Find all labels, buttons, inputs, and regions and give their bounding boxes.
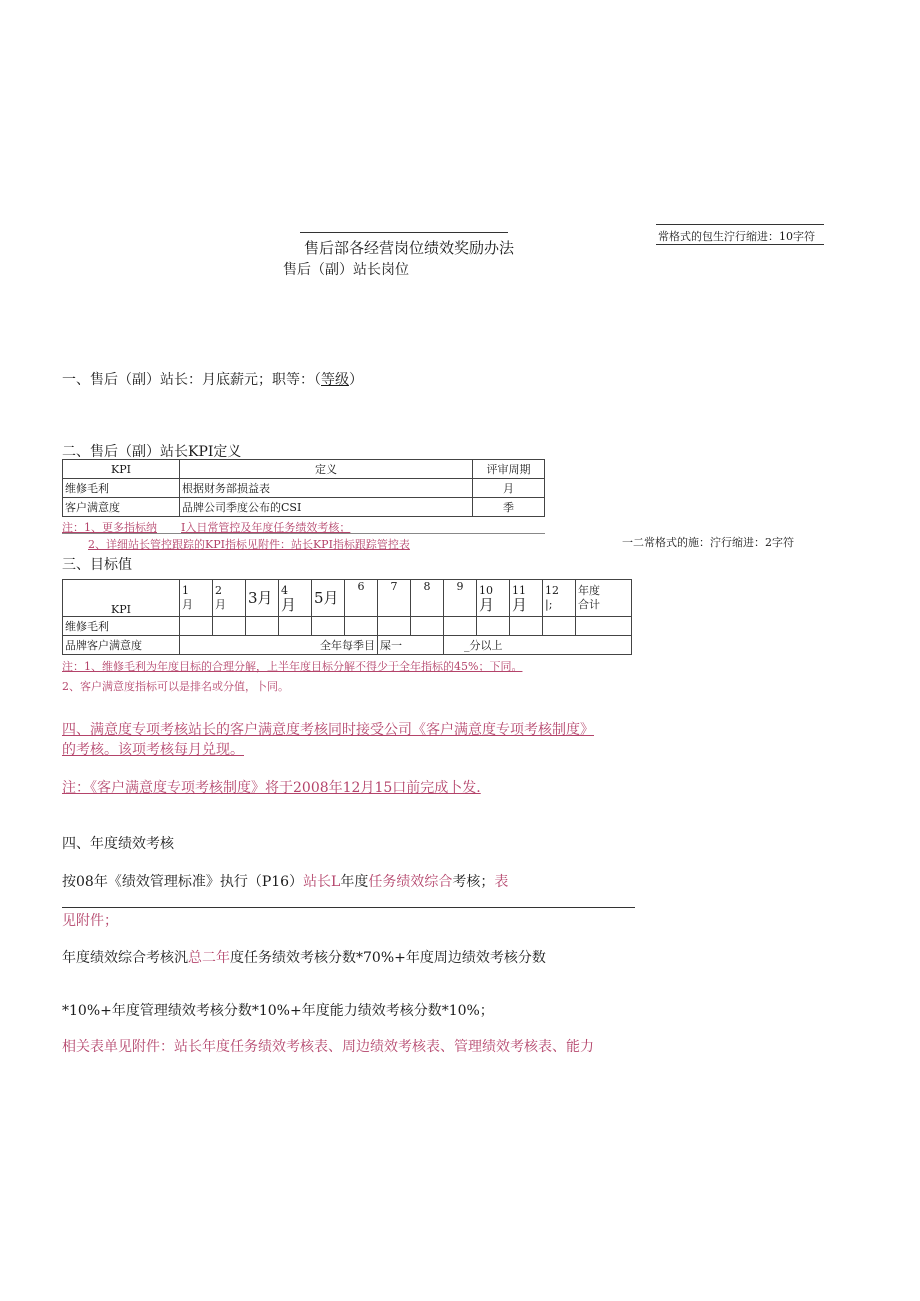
table-row	[63, 617, 632, 636]
title-rule	[300, 232, 508, 233]
header-definition: 定义	[180, 460, 473, 479]
section1-close: ）	[349, 372, 363, 388]
document-subtitle: 售后（副）站长岗位	[283, 262, 409, 278]
section4-heading: 四、年度绩效考核	[62, 836, 174, 852]
target-note-2: 2、客户满意度指标可以是排名或分值，卜同。	[62, 680, 289, 693]
kpi-definition-table	[62, 459, 545, 517]
sidenote-top: 常格式的包生泞行缩进：10字符	[658, 230, 815, 243]
grade-field: 等级	[321, 372, 349, 388]
table-cell: 月	[473, 479, 545, 498]
table-header-row	[63, 460, 545, 479]
table-cell: 品牌客户满意度	[63, 636, 180, 655]
month-cell: 6	[345, 580, 378, 617]
section2-heading: 二、售后（副）站长KPI定义	[62, 444, 242, 460]
header-kpi: KPI	[63, 580, 180, 617]
table-cell: 维修毛利	[63, 479, 180, 498]
section3-heading: 三、目标值	[62, 557, 132, 573]
table-cell: 根据财务部损益表	[180, 479, 473, 498]
table-cell: 屎一	[378, 636, 444, 655]
table-row	[63, 498, 545, 517]
sidenote-top-rule	[656, 224, 824, 225]
paragraph-rule	[62, 907, 635, 908]
table-row	[63, 636, 632, 655]
table-cell: 季	[473, 498, 545, 517]
table-header-row	[63, 580, 632, 617]
table-row	[63, 479, 545, 498]
annual-formula-2: *10%+年度管理绩效考核分数*10%+年度能力绩效考核分数*10%；	[62, 1003, 494, 1019]
document-title: 售后部各经营岗位绩效奖励办法	[304, 239, 515, 257]
table-cell: 全年每季目	[180, 636, 378, 655]
satisfaction-line-2: 的考核。该项考核每月兑现。	[62, 742, 244, 758]
target-note-1: 注：1、维修毛利为年度目标的合理分解，上半年度目标分解不得少于全年指标的45%；下同。	[62, 660, 523, 673]
sidenote-top-rule-bottom	[656, 244, 824, 245]
table-cell: 品牌公司季度公布的CSI	[180, 498, 473, 517]
section1-text	[62, 369, 363, 389]
month-cell: 7	[378, 580, 411, 617]
month-cell: 12 |;	[543, 580, 576, 617]
kpi-note-2: 2、详细站长管控跟踪的KPI指标见附件：站长KPI指标跟踪管控表	[88, 538, 410, 551]
month-cell: 9	[444, 580, 477, 617]
annual-formula-1: 年度绩效综合考核汎总二年度任务绩效考核分数*70%+年度周边绩效考核分数	[62, 950, 546, 966]
month-cell: 10 月	[477, 580, 510, 617]
month-cell: 3月	[246, 580, 279, 617]
month-cell: 4 月	[279, 580, 312, 617]
header-cycle: 评审周期	[473, 460, 545, 479]
month-cell: 8	[411, 580, 444, 617]
kpi-note-1b: I入日常管控及年度任务绩效考核；	[181, 521, 351, 534]
sidenote-mid: 一二常格式的施：泞行缩进：2字符	[622, 536, 794, 549]
table-cell: 维修毛利	[63, 617, 180, 636]
month-cell: 5月	[312, 580, 345, 617]
satisfaction-line-1: 四、满意度专项考核站长的客户满意度考核同时接受公司《客户满意度专项考核制度》	[62, 722, 594, 738]
month-cell: 11 月	[510, 580, 543, 617]
section1-label: 一、售后（副）站长：月底薪元；职等：（	[62, 372, 321, 388]
kpi-note-1a: 注：1、更多指标纳	[62, 521, 157, 534]
header-kpi: KPI	[63, 460, 180, 479]
annual-paragraph-2: 见附件；	[62, 913, 118, 929]
satisfaction-note: 注：《客户满意度专项考核制度》将于2008年12月15口前完成卜发.	[62, 780, 481, 796]
table-cell: _分以上	[444, 636, 632, 655]
month-cell: 2 月	[213, 580, 246, 617]
annual-forms: 相关表单见附件：站长年度任务绩效考核表、周边绩效考核表、管理绩效考核表、能力	[62, 1039, 594, 1055]
table-cell: 客户满意度	[63, 498, 180, 517]
year-total-cell: 年度 合计	[576, 580, 632, 617]
month-cell: 1 月	[180, 580, 213, 617]
target-value-table	[62, 579, 632, 655]
note-rule	[62, 533, 545, 534]
annual-paragraph-1: 按08年《绩效管理标准》执行（P16）站长L年度任务绩效综合考核；表	[62, 874, 509, 890]
